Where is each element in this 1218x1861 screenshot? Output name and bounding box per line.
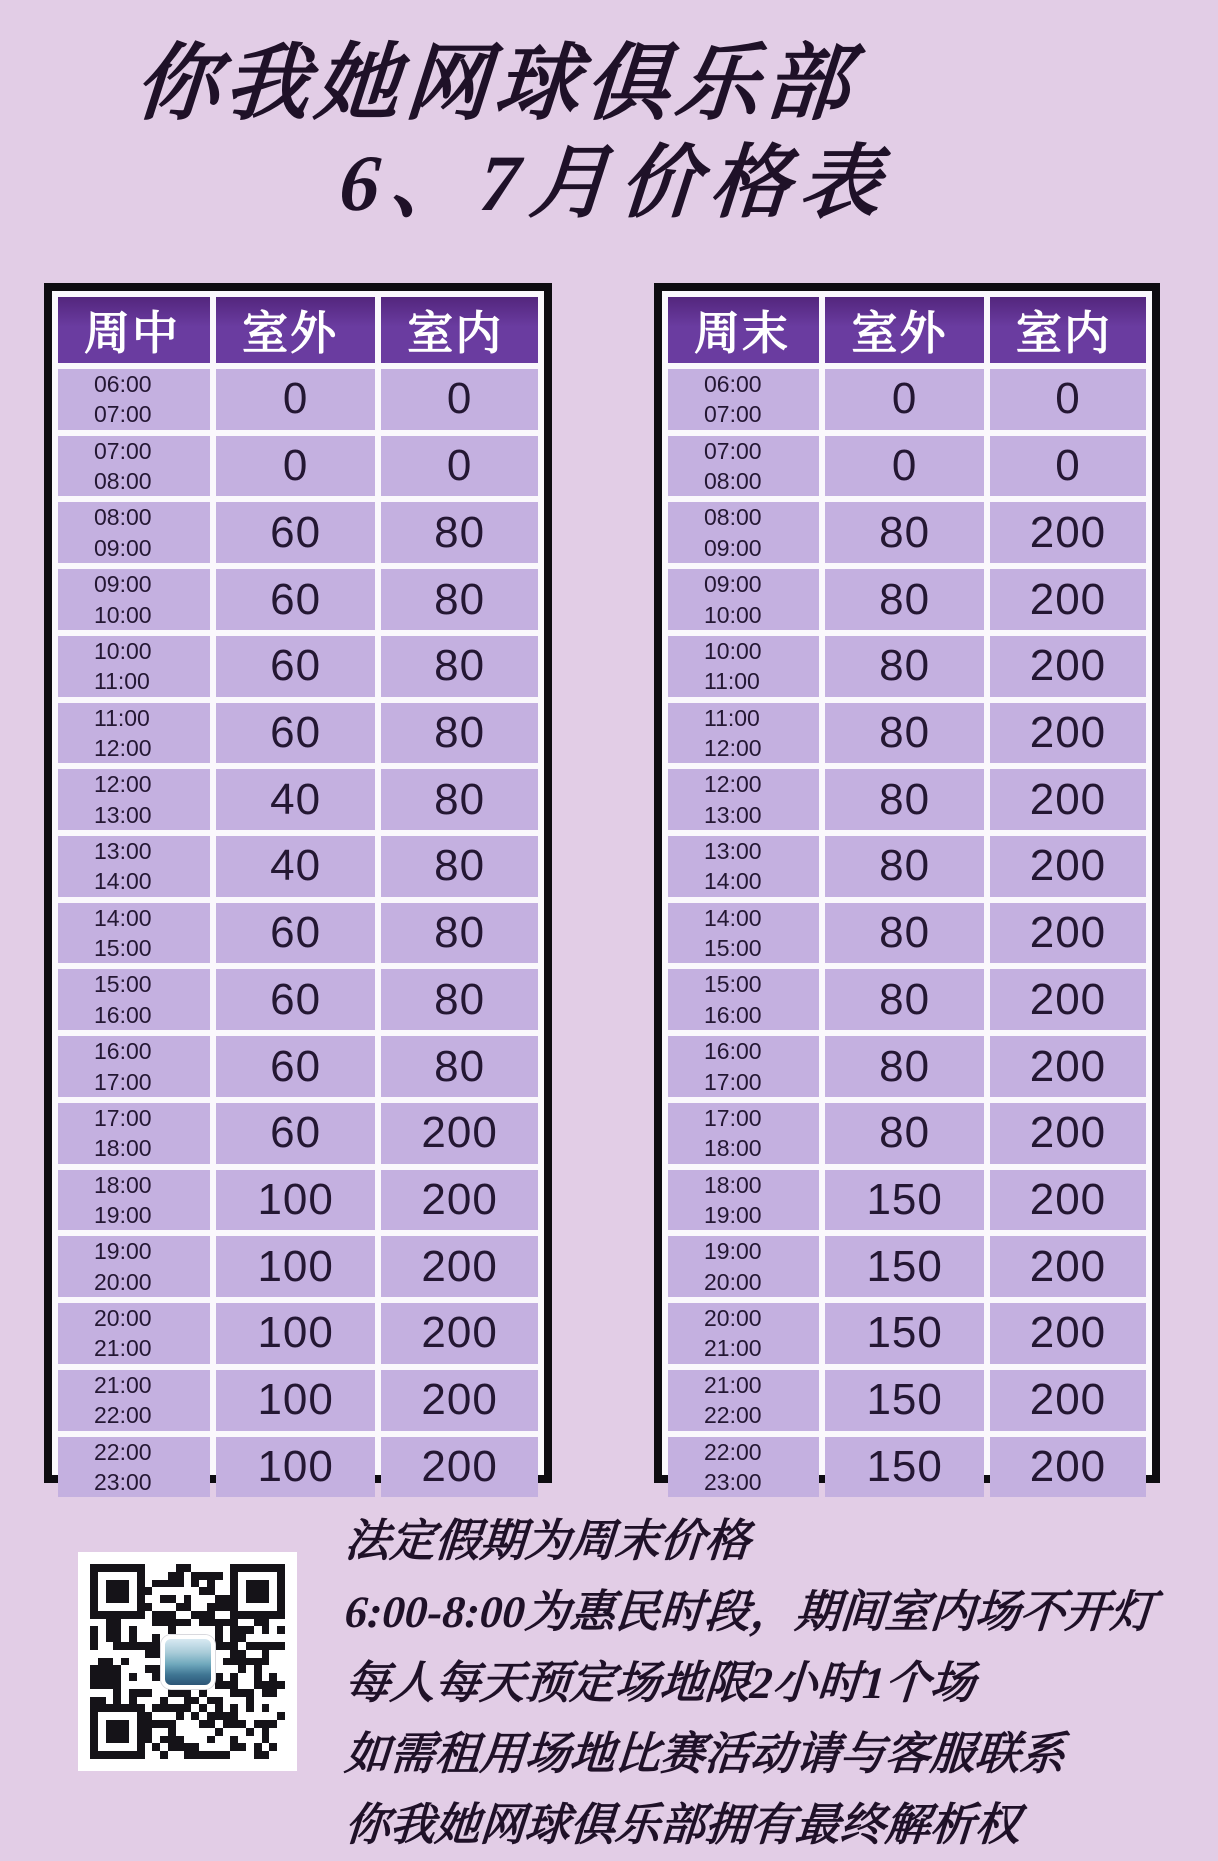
outdoor-price-cell: 100 — [216, 1437, 375, 1498]
weekday-label-header: 周中 — [58, 297, 210, 363]
slot-start-time: 15:00 — [94, 971, 152, 998]
time-slot-cell — [668, 1103, 819, 1164]
slot-start-time: 09:00 — [704, 571, 762, 598]
note-line: 每人每天预定场地限2小时1个场 — [343, 1658, 977, 1708]
time-slot-cell — [58, 1036, 210, 1097]
outdoor-price-cell: 60 — [216, 569, 375, 630]
outdoor-price-cell: 100 — [216, 1170, 375, 1231]
outdoor-price-cell: 80 — [825, 569, 983, 630]
indoor-price-cell: 200 — [990, 969, 1146, 1030]
time-slot-cell — [58, 836, 210, 897]
indoor-price-cell: 200 — [990, 703, 1146, 764]
note-line: 法定假期为周末价格 — [343, 1516, 752, 1566]
weekend-indoor-header: 室内 — [990, 297, 1146, 363]
weekend-label-header: 周末 — [668, 297, 819, 363]
time-slot-cell — [58, 436, 210, 497]
outdoor-price-cell: 40 — [216, 769, 375, 830]
indoor-price-cell: 200 — [990, 836, 1146, 897]
table-row — [668, 636, 1146, 697]
time-slot-cell — [668, 1236, 819, 1297]
slot-start-time: 06:00 — [94, 371, 152, 397]
table-row — [668, 836, 1146, 897]
table-row — [58, 769, 538, 830]
slot-start-time: 12:00 — [94, 771, 152, 798]
slot-start-time: 09:00 — [94, 571, 152, 598]
outdoor-price-cell: 60 — [216, 703, 375, 764]
slot-end-time: 19:00 — [704, 1201, 762, 1228]
slot-start-time: 12:00 — [704, 771, 762, 798]
time-slot-cell — [668, 1170, 819, 1231]
indoor-price-cell: 200 — [990, 1036, 1146, 1097]
indoor-price-cell: 80 — [381, 636, 538, 697]
time-slot-cell — [58, 1170, 210, 1231]
slot-end-time: 19:00 — [94, 1201, 152, 1228]
slot-end-time: 23:00 — [94, 1468, 152, 1495]
outdoor-price-cell: 80 — [825, 636, 983, 697]
weekday-table-grid — [52, 291, 544, 1503]
indoor-price-cell: 200 — [381, 1437, 538, 1498]
table-row — [58, 703, 538, 764]
slot-start-time: 18:00 — [704, 1171, 762, 1198]
indoor-price-cell: 80 — [381, 569, 538, 630]
table-row — [668, 569, 1146, 630]
weekday-indoor-header: 室内 — [381, 297, 538, 363]
outdoor-price-cell: 100 — [216, 1236, 375, 1297]
time-slot-cell — [668, 903, 819, 964]
indoor-price-cell: 200 — [381, 1170, 538, 1231]
slot-end-time: 09:00 — [704, 534, 762, 561]
slot-end-time: 21:00 — [94, 1335, 152, 1362]
table-row — [58, 969, 538, 1030]
table-row — [58, 1303, 538, 1364]
indoor-price-cell: 80 — [381, 836, 538, 897]
outdoor-price-cell: 80 — [825, 969, 983, 1030]
time-slot-cell — [668, 502, 819, 563]
slot-start-time: 10:00 — [94, 637, 152, 664]
table-row — [668, 769, 1146, 830]
slot-end-time: 13:00 — [704, 801, 762, 828]
time-slot-cell — [58, 1103, 210, 1164]
indoor-price-cell: 200 — [381, 1236, 538, 1297]
qr-center-logo-icon — [161, 1635, 215, 1689]
slot-start-time: 22:00 — [94, 1438, 152, 1465]
slot-end-time: 22:00 — [94, 1402, 152, 1429]
outdoor-price-cell: 60 — [216, 1103, 375, 1164]
time-slot-cell — [668, 436, 819, 497]
table-row — [58, 569, 538, 630]
slot-start-time: 14:00 — [704, 904, 762, 931]
table-row — [58, 502, 538, 563]
weekday-outdoor-header: 室外 — [216, 297, 375, 363]
slot-end-time: 16:00 — [94, 1001, 152, 1028]
outdoor-price-cell: 80 — [825, 836, 983, 897]
time-slot-cell — [58, 703, 210, 764]
table-row — [58, 1370, 538, 1431]
time-slot-cell — [668, 569, 819, 630]
table-row — [668, 969, 1146, 1030]
time-slot-cell — [58, 969, 210, 1030]
time-slot-cell — [668, 636, 819, 697]
outdoor-price-cell: 80 — [825, 769, 983, 830]
slot-end-time: 15:00 — [704, 935, 762, 962]
slot-end-time: 20:00 — [704, 1268, 762, 1295]
outdoor-price-cell: 150 — [825, 1236, 983, 1297]
slot-end-time: 11:00 — [94, 668, 150, 695]
slot-start-time: 17:00 — [704, 1104, 762, 1131]
table-row — [668, 1103, 1146, 1164]
outdoor-price-cell: 80 — [825, 502, 983, 563]
indoor-price-cell: 200 — [990, 1370, 1146, 1431]
slot-start-time: 16:00 — [704, 1038, 762, 1065]
time-slot-cell — [58, 569, 210, 630]
slot-end-time: 13:00 — [94, 801, 152, 828]
indoor-price-cell: 80 — [381, 502, 538, 563]
time-slot-cell — [668, 1303, 819, 1364]
indoor-price-cell: 80 — [381, 969, 538, 1030]
slot-end-time: 22:00 — [704, 1402, 762, 1429]
slot-end-time: 18:00 — [704, 1135, 762, 1162]
table-row — [58, 1437, 538, 1498]
indoor-price-cell: 200 — [990, 1236, 1146, 1297]
slot-start-time: 17:00 — [94, 1104, 152, 1131]
slot-start-time: 21:00 — [704, 1371, 762, 1398]
slot-start-time: 14:00 — [94, 904, 152, 931]
slot-end-time: 18:00 — [94, 1135, 152, 1162]
slot-start-time: 11:00 — [94, 704, 150, 731]
indoor-price-cell: 200 — [990, 1303, 1146, 1364]
outdoor-price-cell: 150 — [825, 1370, 983, 1431]
note-line: 6:00-8:00为惠民时段，期间室内场不开灯 — [343, 1587, 1157, 1637]
table-row — [58, 1236, 538, 1297]
table-row — [58, 1103, 538, 1164]
slot-start-time: 11:00 — [704, 704, 760, 731]
indoor-price-cell: 200 — [990, 1103, 1146, 1164]
slot-end-time: 17:00 — [94, 1068, 152, 1095]
poster-title — [0, 34, 1200, 232]
table-row — [668, 1370, 1146, 1431]
slot-start-time: 07:00 — [704, 437, 762, 464]
slot-end-time: 12:00 — [94, 734, 152, 761]
outdoor-price-cell: 80 — [825, 903, 983, 964]
slot-end-time: 10:00 — [704, 601, 762, 628]
slot-end-time: 16:00 — [704, 1001, 762, 1028]
indoor-price-cell: 80 — [381, 1036, 538, 1097]
weekend-price-table — [654, 283, 1160, 1495]
slot-start-time: 10:00 — [704, 637, 762, 664]
time-slot-cell — [668, 1437, 819, 1498]
club-name-title: 你我她网球俱乐部 — [131, 38, 859, 131]
indoor-price-cell: 200 — [990, 636, 1146, 697]
slot-end-time: 23:00 — [704, 1468, 762, 1495]
indoor-price-cell: 200 — [990, 502, 1146, 563]
note-line: 你我她网球俱乐部拥有最终解析权 — [343, 1800, 1022, 1850]
note-line: 如需租用场地比赛活动请与客服联系 — [343, 1729, 1067, 1779]
slot-start-time: 19:00 — [704, 1238, 762, 1265]
table-row — [668, 1437, 1146, 1498]
weekend-outdoor-header: 室外 — [825, 297, 983, 363]
indoor-price-cell: 200 — [990, 1170, 1146, 1231]
table-row — [58, 636, 538, 697]
slot-end-time: 15:00 — [94, 935, 152, 962]
slot-start-time: 13:00 — [704, 838, 762, 865]
table-row — [668, 1303, 1146, 1364]
indoor-price-cell: 200 — [381, 1103, 538, 1164]
outdoor-price-cell: 0 — [216, 369, 375, 430]
time-slot-cell — [668, 703, 819, 764]
slot-end-time: 21:00 — [704, 1335, 762, 1362]
slot-start-time: 08:00 — [704, 504, 762, 531]
weekday-header-row — [58, 297, 538, 363]
slot-end-time: 09:00 — [94, 534, 152, 561]
slot-end-time: 14:00 — [704, 868, 762, 895]
indoor-price-cell: 200 — [381, 1303, 538, 1364]
table-row — [58, 903, 538, 964]
table-row — [58, 436, 538, 497]
slot-start-time: 20:00 — [94, 1305, 152, 1332]
weekend-table-grid — [662, 291, 1152, 1503]
price-list-subtitle: 6、7月价格表 — [336, 140, 894, 229]
indoor-price-cell: 0 — [990, 436, 1146, 497]
outdoor-price-cell: 60 — [216, 1036, 375, 1097]
slot-end-time: 08:00 — [704, 468, 762, 495]
time-slot-cell — [58, 636, 210, 697]
indoor-price-cell: 200 — [381, 1370, 538, 1431]
slot-start-time: 18:00 — [94, 1171, 152, 1198]
time-slot-cell — [58, 1370, 210, 1431]
slot-end-time: 11:00 — [704, 668, 760, 695]
outdoor-price-cell: 150 — [825, 1303, 983, 1364]
outdoor-price-cell: 100 — [216, 1303, 375, 1364]
slot-end-time: 08:00 — [94, 468, 152, 495]
table-row — [668, 903, 1146, 964]
outdoor-price-cell: 60 — [216, 502, 375, 563]
time-slot-cell — [58, 1236, 210, 1297]
indoor-price-cell: 80 — [381, 769, 538, 830]
outdoor-price-cell: 150 — [825, 1170, 983, 1231]
indoor-price-cell: 0 — [381, 436, 538, 497]
outdoor-price-cell: 0 — [216, 436, 375, 497]
time-slot-cell — [58, 369, 210, 430]
time-slot-cell — [668, 769, 819, 830]
outdoor-price-cell: 150 — [825, 1437, 983, 1498]
table-row — [668, 369, 1146, 430]
slot-end-time: 20:00 — [94, 1268, 152, 1295]
table-row — [668, 1236, 1146, 1297]
slot-start-time: 21:00 — [94, 1371, 152, 1398]
outdoor-price-cell: 0 — [825, 436, 983, 497]
indoor-price-cell: 200 — [990, 1437, 1146, 1498]
slot-end-time: 17:00 — [704, 1068, 762, 1095]
time-slot-cell — [668, 369, 819, 430]
time-slot-cell — [668, 1036, 819, 1097]
outdoor-price-cell: 80 — [825, 1036, 983, 1097]
table-row — [58, 1170, 538, 1231]
table-row — [668, 1036, 1146, 1097]
slot-start-time: 16:00 — [94, 1038, 152, 1065]
outdoor-price-cell: 60 — [216, 636, 375, 697]
indoor-price-cell: 200 — [990, 903, 1146, 964]
time-slot-cell — [58, 1437, 210, 1498]
qr-code — [78, 1552, 297, 1771]
slot-start-time: 08:00 — [94, 504, 152, 531]
weekend-header-row — [668, 297, 1146, 363]
outdoor-price-cell: 80 — [825, 703, 983, 764]
indoor-price-cell: 80 — [381, 703, 538, 764]
table-row — [668, 436, 1146, 497]
outdoor-price-cell: 60 — [216, 969, 375, 1030]
time-slot-cell — [58, 502, 210, 563]
table-row — [668, 502, 1146, 563]
indoor-price-cell: 200 — [990, 769, 1146, 830]
indoor-price-cell: 0 — [990, 369, 1146, 430]
indoor-price-cell: 80 — [381, 903, 538, 964]
slot-start-time: 15:00 — [704, 971, 762, 998]
slot-end-time: 12:00 — [704, 734, 762, 761]
slot-end-time: 07:00 — [94, 401, 152, 428]
indoor-price-cell: 0 — [381, 369, 538, 430]
time-slot-cell — [58, 1303, 210, 1364]
slot-start-time: 20:00 — [704, 1305, 762, 1332]
slot-start-time: 13:00 — [94, 838, 152, 865]
time-slot-cell — [668, 969, 819, 1030]
table-row — [58, 1036, 538, 1097]
slot-start-time: 06:00 — [704, 371, 762, 397]
slot-start-time: 07:00 — [94, 437, 152, 464]
time-slot-cell — [58, 769, 210, 830]
outdoor-price-cell: 0 — [825, 369, 983, 430]
outdoor-price-cell: 40 — [216, 836, 375, 897]
table-row — [668, 1170, 1146, 1231]
time-slot-cell — [58, 903, 210, 964]
table-row — [58, 836, 538, 897]
slot-start-time: 22:00 — [704, 1438, 762, 1465]
table-row — [668, 703, 1146, 764]
outdoor-price-cell: 80 — [825, 1103, 983, 1164]
slot-end-time: 10:00 — [94, 601, 152, 628]
time-slot-cell — [668, 836, 819, 897]
outdoor-price-cell: 100 — [216, 1370, 375, 1431]
time-slot-cell — [668, 1370, 819, 1431]
indoor-price-cell: 200 — [990, 569, 1146, 630]
outdoor-price-cell: 60 — [216, 903, 375, 964]
slot-end-time: 07:00 — [704, 401, 762, 428]
footer-notes — [345, 1506, 1185, 1861]
slot-start-time: 19:00 — [94, 1238, 152, 1265]
weekday-price-table — [44, 283, 552, 1495]
slot-end-time: 14:00 — [94, 868, 152, 895]
table-row — [58, 369, 538, 430]
